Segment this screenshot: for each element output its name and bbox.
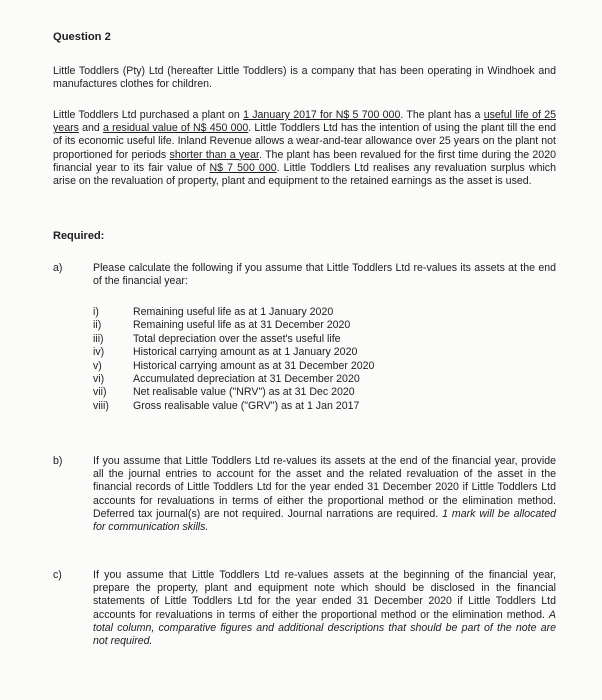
list-item xyxy=(93,333,513,346)
part-b-paragraph xyxy=(93,455,556,534)
details-underline: 1 January 2017 for N$ 5 700 000 xyxy=(243,109,401,121)
item-text: Historical carrying amount as at 31 December 2020 xyxy=(133,359,375,372)
list-item xyxy=(93,400,513,413)
required-heading: Required: xyxy=(53,230,105,242)
item-text: Historical carrying amount as at 1 January 2020 xyxy=(133,346,358,359)
part-c-text: If you assume that Little Toddlers Ltd re-values assets at the beginning of the financial year, prepare the property, plant and equipment note which should be disclosed in the financial statements of Little Toddlers Ltd for the year ended 31 December 2020 if Little Toddlers Ltd accounts for revaluations in terms of either the proportional method or the elimination method. xyxy=(93,569,556,621)
details-text: . The plant has a xyxy=(400,109,484,121)
item-number: i) xyxy=(93,306,99,318)
item-number: v) xyxy=(93,359,102,372)
item-number: iv) xyxy=(93,346,105,359)
details-text: . Little Toddlers Ltd realises any revaluation surplus which arise on the revaluation of property, plant and equipment to the retained earnings as the asset is used. xyxy=(53,161,556,188)
part-b-label: b) xyxy=(53,455,63,467)
details-text: Little Toddlers Ltd purchased a plant on xyxy=(53,109,244,121)
part-a-text: Please calculate the following if you assume that Little Toddlers Ltd re-values its assets at the end of the financial year: xyxy=(93,262,556,288)
part-c-paragraph xyxy=(93,569,556,648)
part-c-label: c) xyxy=(53,569,62,581)
list-item xyxy=(93,373,513,386)
details-paragraph xyxy=(53,109,556,188)
details-underline: useful life of 25 years xyxy=(53,109,556,135)
item-number: viii) xyxy=(93,399,109,412)
list-item xyxy=(93,386,513,399)
item-text: Remaining useful life as at 1 January 2020 xyxy=(133,306,334,318)
list-item xyxy=(93,319,513,332)
item-text: Accumulated depreciation at 31 December 2020 xyxy=(133,372,360,385)
intro-paragraph: Little Toddlers (Pty) Ltd (hereafter Little Toddlers) is a company that has been operating in Windhoek and manufactures clothes for children. xyxy=(53,65,556,91)
part-b-italic-note: 1 mark will be allocated for communication skills. xyxy=(93,507,556,534)
part-b-text: If you assume that Little Toddlers Ltd re-values its assets at the end of the financial year, provide all the journal entries to account for the asset and the related revaluation of the asset in the financial records of Little Toddlers Ltd for the year ended 31 December 2020 if Little Toddlers Ltd accounts for revaluations in terms of either the proportional method or the elimination method. Deferred tax journal(s) are not required. Journal narrations are required. xyxy=(93,455,556,520)
list-item xyxy=(93,346,513,359)
details-text: and xyxy=(78,122,103,135)
item-number: iii) xyxy=(93,332,104,345)
details-underline: a residual value of N$ 450 000 xyxy=(103,122,249,135)
question-title: Question 2 xyxy=(53,31,111,43)
item-number: vii) xyxy=(93,386,107,399)
details-text: . The plant has been revalued for the first time during the 2020 financial year to its fair value of xyxy=(53,148,556,174)
part-c-italic-note: A total column, comparative figures and additional descriptions that should be part of the note are not required. xyxy=(93,608,556,648)
list-item xyxy=(93,306,513,319)
item-number: vi) xyxy=(93,372,105,385)
item-text: Gross realisable value ("GRV") as at 1 Jan 2017 xyxy=(133,399,360,412)
item-text: Remaining useful life as at 31 December 2020 xyxy=(133,319,351,332)
item-text: Net realisable value ("NRV") as at 31 Dec 2020 xyxy=(133,386,355,399)
details-text: . Little Toddlers Ltd has the intention of using the plant till the end of its economic useful life. Inland Revenue allows a wear-and-tear allowance over 25 years on the plant not proportioned for periods xyxy=(53,122,556,161)
item-number: ii) xyxy=(93,319,102,332)
part-a-item-list xyxy=(93,306,513,413)
item-text: Total depreciation over the asset's useful life xyxy=(133,332,341,345)
details-underline: N$ 7 500 000 xyxy=(209,161,277,174)
list-item xyxy=(93,360,513,373)
part-a-label: a) xyxy=(53,262,63,274)
details-underline: shorter than a year xyxy=(169,148,260,161)
